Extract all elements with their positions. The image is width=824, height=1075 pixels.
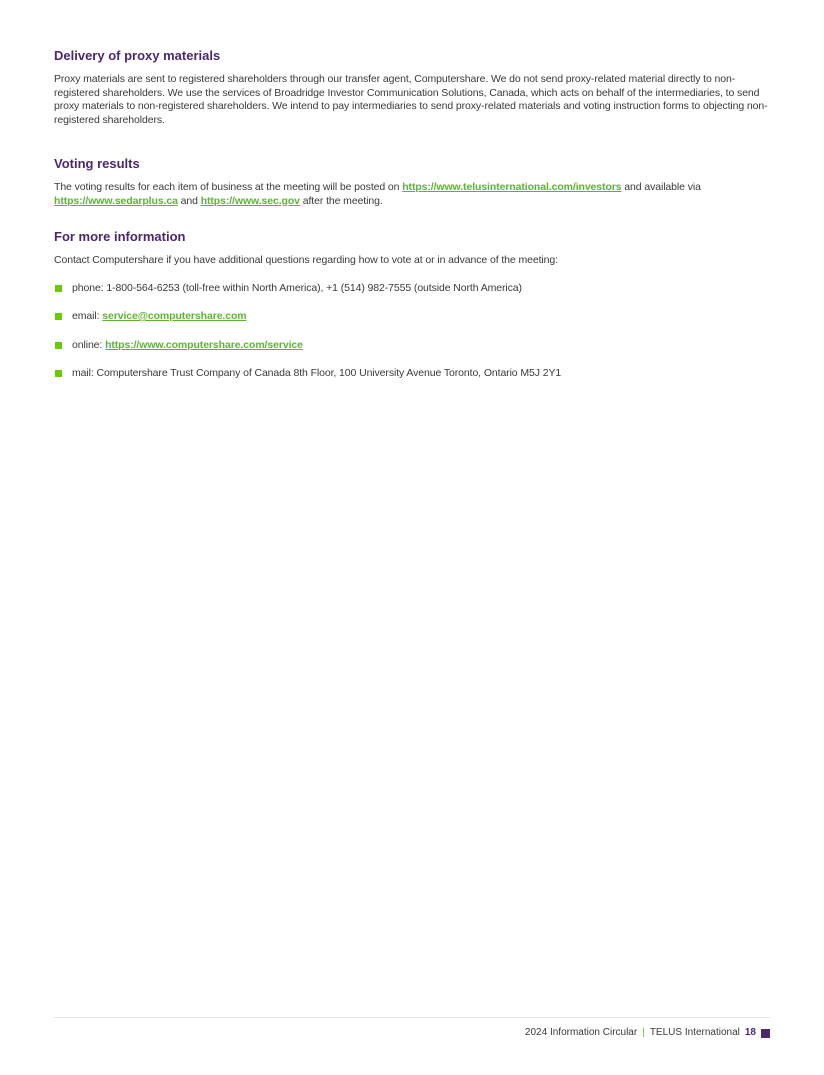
bullet-square-icon: [55, 370, 62, 377]
contact-list: [54, 282, 770, 381]
section-delivery: [54, 48, 770, 156]
bullet-square-icon: [55, 342, 62, 349]
bullet-square-icon: [55, 285, 62, 292]
list-item-online: [54, 339, 770, 353]
page-number: 18: [744, 1027, 756, 1038]
sedarplus-link[interactable]: https://www.sedarplus.ca: [54, 194, 178, 207]
delivery-heading: Delivery of proxy materials: [54, 48, 221, 63]
list-item-mail: [54, 367, 770, 381]
delivery-body: Proxy materials are sent to registered shareholders through our transfer agent, Computershare. We do not send proxy-related material directly to non-registered shareholders. We use the services of Broadridge Investor Communication Solutions, Canada, which acts on behalf of the intermediaries, to send proxy materials to non-registered shareholders. We intend to pay intermediaries to send proxy-related materials and voting instruction forms to objecting non-registered shareholders.: [54, 73, 768, 126]
page-content: [54, 48, 770, 396]
computershare-service-link[interactable]: https://www.computershare.com/service: [105, 338, 303, 351]
section-voting: [54, 156, 770, 229]
section-more-info: [54, 229, 770, 381]
email-link[interactable]: service@computershare.com: [102, 310, 247, 322]
phone-text: phone: 1-800-564-6253 (toll-free within North America), +1 (514) 982-7555 (outside North America): [72, 281, 522, 294]
voting-text-mid2: and: [177, 194, 201, 207]
voting-text-before: The voting results for each item of business at the meeting will be posted on: [54, 181, 403, 193]
list-item-phone: [54, 282, 770, 296]
more-info-heading: For more information: [54, 229, 186, 244]
mail-text: mail: Computershare Trust Company of Canada 8th Floor, 100 University Avenue Toronto, Ontario M5J 2Y1: [72, 367, 562, 379]
voting-heading: Voting results: [54, 156, 140, 171]
footer-divider: [54, 1017, 770, 1018]
voting-body: [54, 181, 770, 208]
page-marker-square-icon: [761, 1029, 770, 1038]
footer-separator: |: [642, 1027, 645, 1038]
online-label: online:: [72, 338, 106, 351]
list-item-email: [54, 310, 770, 324]
voting-text-after: after the meeting.: [299, 194, 383, 207]
email-label: email:: [72, 310, 103, 322]
more-info-intro: Contact Computershare if you have additional questions regarding how to vote at or in advance of the meeting:: [54, 254, 558, 266]
telus-investors-link[interactable]: https://www.telusinternational.com/investors: [402, 181, 622, 193]
voting-text-mid1: and available via: [621, 181, 701, 193]
bullet-square-icon: [55, 313, 62, 320]
page-footer: [525, 1026, 770, 1040]
sec-gov-link[interactable]: https://www.sec.gov: [200, 194, 300, 207]
footer-company: TELUS International: [649, 1027, 740, 1038]
footer-doc-title: 2024 Information Circular: [524, 1027, 638, 1038]
